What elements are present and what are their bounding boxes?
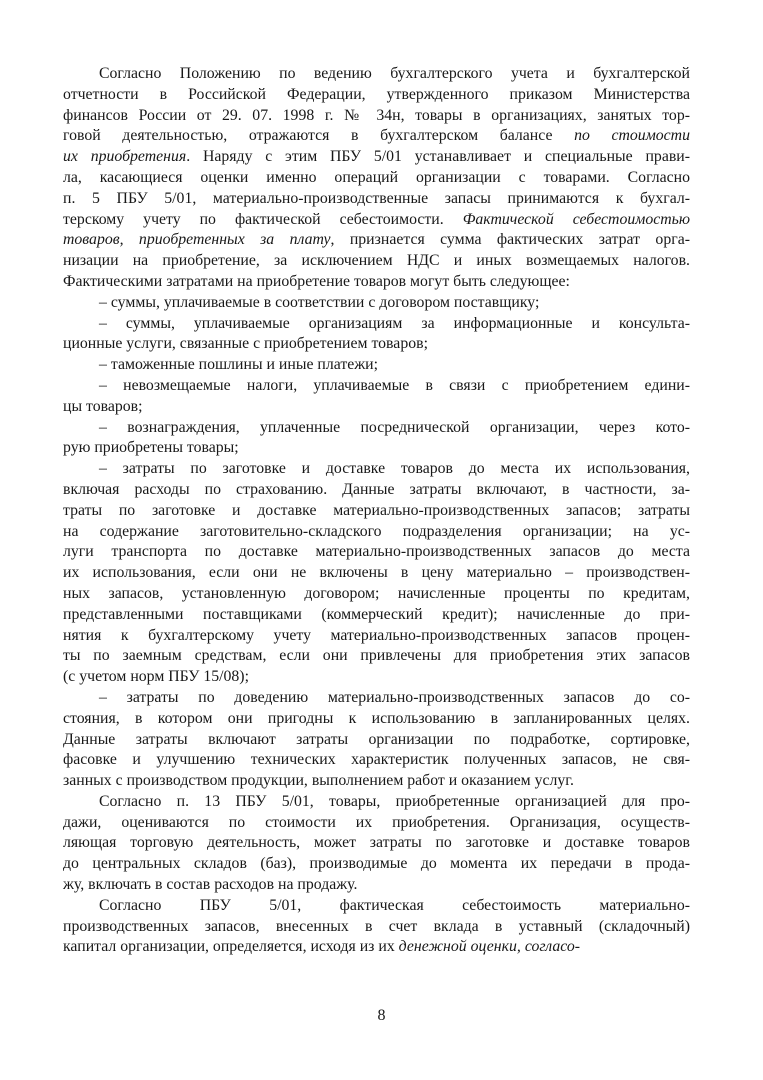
text-segment: (с учетом норм ПБУ 15/08); — [63, 668, 249, 686]
text-segment: Согласно п. 13 ПБУ 5/01, товары, приобретенные организацией для про- — [99, 792, 690, 810]
text-segment: ла, касающиеся оценки именно операций организации с товарами. Согласно — [63, 168, 690, 186]
text-segment: траты по заготовке и доставке материально-производственных запасов; затраты — [63, 501, 690, 519]
text-line — [63, 438, 690, 459]
text-segment: – затраты по доведению материально-производственных запасов до со- — [99, 688, 690, 706]
text-line — [63, 397, 690, 418]
text-segment: цы товаров; — [63, 397, 143, 415]
paragraph — [63, 314, 690, 356]
text-segment: ляющая торговую деятельность, может затраты по заготовке и доставке товаров — [63, 834, 690, 852]
text-segment: ных запасов, установленную договором; начисленные проценты по кредитам, — [63, 584, 690, 602]
text-segment: терскому учету по фактической себестоимости. — [63, 210, 463, 228]
text-line — [63, 459, 690, 480]
text-segment: жу, включать в состав расходов на продажу. — [63, 876, 358, 894]
text-segment: Фактическими затратами на приобретение товаров могут быть следующее: — [63, 272, 570, 290]
paragraph — [63, 459, 690, 688]
text-segment: Данные затраты включают затраты организации по подработке, сортировке, — [63, 730, 690, 748]
text-segment: – таможенные пошлины и иные платежи; — [99, 356, 379, 374]
paragraph — [63, 355, 690, 376]
text-line — [63, 709, 690, 730]
text-line — [63, 480, 690, 501]
text-segment: представленными поставщиками (коммерческий кредит); начисленные до при- — [63, 605, 690, 623]
paragraph — [63, 792, 690, 896]
text-line — [63, 376, 690, 397]
text-line — [63, 813, 690, 834]
text-line — [63, 189, 690, 210]
text-line — [63, 501, 690, 522]
text-line — [63, 750, 690, 771]
paragraph — [63, 896, 690, 958]
text-segment: отчетности в Российской Федерации, утвержденного приказом Министерства — [63, 85, 690, 103]
paragraph — [63, 688, 690, 792]
italic-text-segment: денежной оценки, согласо- — [398, 938, 581, 956]
paragraph — [63, 376, 690, 418]
text-line — [63, 418, 690, 439]
paragraph — [63, 293, 690, 314]
text-segment: фасовке и улучшению технических характеристик полученных запасов, не свя- — [63, 751, 690, 769]
text-segment: финансов России от 29. 07. 1998 г. № 34н, товары в организациях, занятых тор- — [63, 106, 690, 124]
text-line — [63, 646, 690, 667]
text-segment: , признается сумма фактических затрат орга- — [330, 231, 690, 249]
text-segment: – суммы, уплачиваемые организациям за информационные и консульта- — [99, 314, 690, 332]
text-line — [63, 792, 690, 813]
text-line — [63, 896, 690, 917]
text-segment: рую приобретены товары; — [63, 439, 239, 457]
text-segment: ционные услуги, связанные с приобретением товаров; — [63, 335, 428, 353]
text-line — [63, 314, 690, 335]
text-segment: занных с производством продукции, выполнением работ и оказанием услуг. — [63, 772, 574, 790]
text-line — [63, 210, 690, 231]
paragraph — [63, 64, 690, 293]
text-segment: ты по заемным средствам, если они привлечены для приобретения этих запасов — [63, 647, 690, 665]
text-line — [63, 168, 690, 189]
text-line — [63, 355, 690, 376]
text-segment: до центральных складов (баз), производимые до момента их передачи в прода- — [63, 855, 690, 873]
text-line — [63, 64, 690, 85]
text-line — [63, 730, 690, 751]
text-segment: – вознаграждения, уплаченные посреднической организации, через кото- — [99, 418, 690, 436]
text-line — [63, 85, 690, 106]
text-line — [63, 563, 690, 584]
paragraph — [63, 418, 690, 460]
text-segment: Согласно Положению по ведению бухгалтерского учета и бухгалтерской — [99, 65, 690, 82]
text-segment: луги транспорта по доставке материально-производственных запасов до места — [63, 543, 690, 561]
text-segment: включая расходы по страхованию. Данные затраты включают, в частности, за- — [63, 480, 690, 498]
italic-text-segment: по стоимости — [574, 127, 690, 145]
text-line — [63, 230, 690, 251]
text-segment: их использования, если они не включены в цену материально – производствен- — [63, 564, 690, 582]
text-line — [63, 667, 690, 688]
text-line — [63, 522, 690, 543]
text-segment: нятия к бухгалтерскому учету материально-производственных запасов процен- — [63, 626, 690, 644]
text-line — [63, 771, 690, 792]
text-line — [63, 688, 690, 709]
text-segment: дажи, оцениваются по стоимости их приобретения. Организация, осуществ- — [63, 813, 690, 831]
italic-text-segment: Фактической себестоимостью — [462, 210, 690, 228]
italic-text-segment: товаров, приобретенных за плату — [63, 231, 331, 249]
text-segment: производственных запасов, внесенных в счет вклада в уставный (складочный) — [63, 917, 690, 935]
text-segment: п. 5 ПБУ 5/01, материально-производственные запасы принимаются к бухгал- — [63, 189, 690, 207]
text-line — [63, 147, 690, 168]
text-line — [63, 106, 690, 127]
page-body-text — [63, 64, 690, 958]
text-line — [63, 605, 690, 626]
text-segment: говой деятельностью, отражаются в бухгалтерском балансе — [63, 127, 575, 145]
text-segment: – невозмещаемые налоги, уплачиваемые в связи с приобретением едини- — [99, 376, 690, 394]
text-segment: на содержание заготовительно-складского подразделения организации; на ус- — [63, 522, 690, 540]
text-line — [63, 875, 690, 896]
text-line — [63, 937, 690, 958]
text-segment: низации на приобретение, за исключением НДС и иных возмещаемых налогов. — [63, 252, 690, 270]
text-line — [63, 917, 690, 938]
text-segment: – затраты по заготовке и доставке товаров до места их использования, — [99, 460, 690, 478]
text-line — [63, 833, 690, 854]
text-segment: стояния, в котором они пригодны к использованию в запланированных целях. — [63, 709, 690, 727]
text-segment: капитал организации, определяется, исходя из их — [63, 938, 399, 956]
text-line — [63, 126, 690, 147]
text-line — [63, 251, 690, 272]
text-segment: Согласно ПБУ 5/01, фактическая себестоимость материально- — [99, 896, 690, 914]
text-line — [63, 626, 690, 647]
text-segment: . Наряду с этим ПБУ 5/01 устанавливает и специальные прави- — [186, 148, 691, 166]
text-line — [63, 854, 690, 875]
text-line — [63, 334, 690, 355]
page-number: 8 — [377, 1007, 386, 1024]
italic-text-segment: их приобретения — [63, 148, 187, 166]
text-line — [63, 272, 690, 293]
text-segment: – суммы, уплачиваемые в соответствии с договором поставщику; — [99, 293, 540, 311]
text-line — [63, 584, 690, 605]
text-line — [63, 293, 690, 314]
text-line — [63, 542, 690, 563]
